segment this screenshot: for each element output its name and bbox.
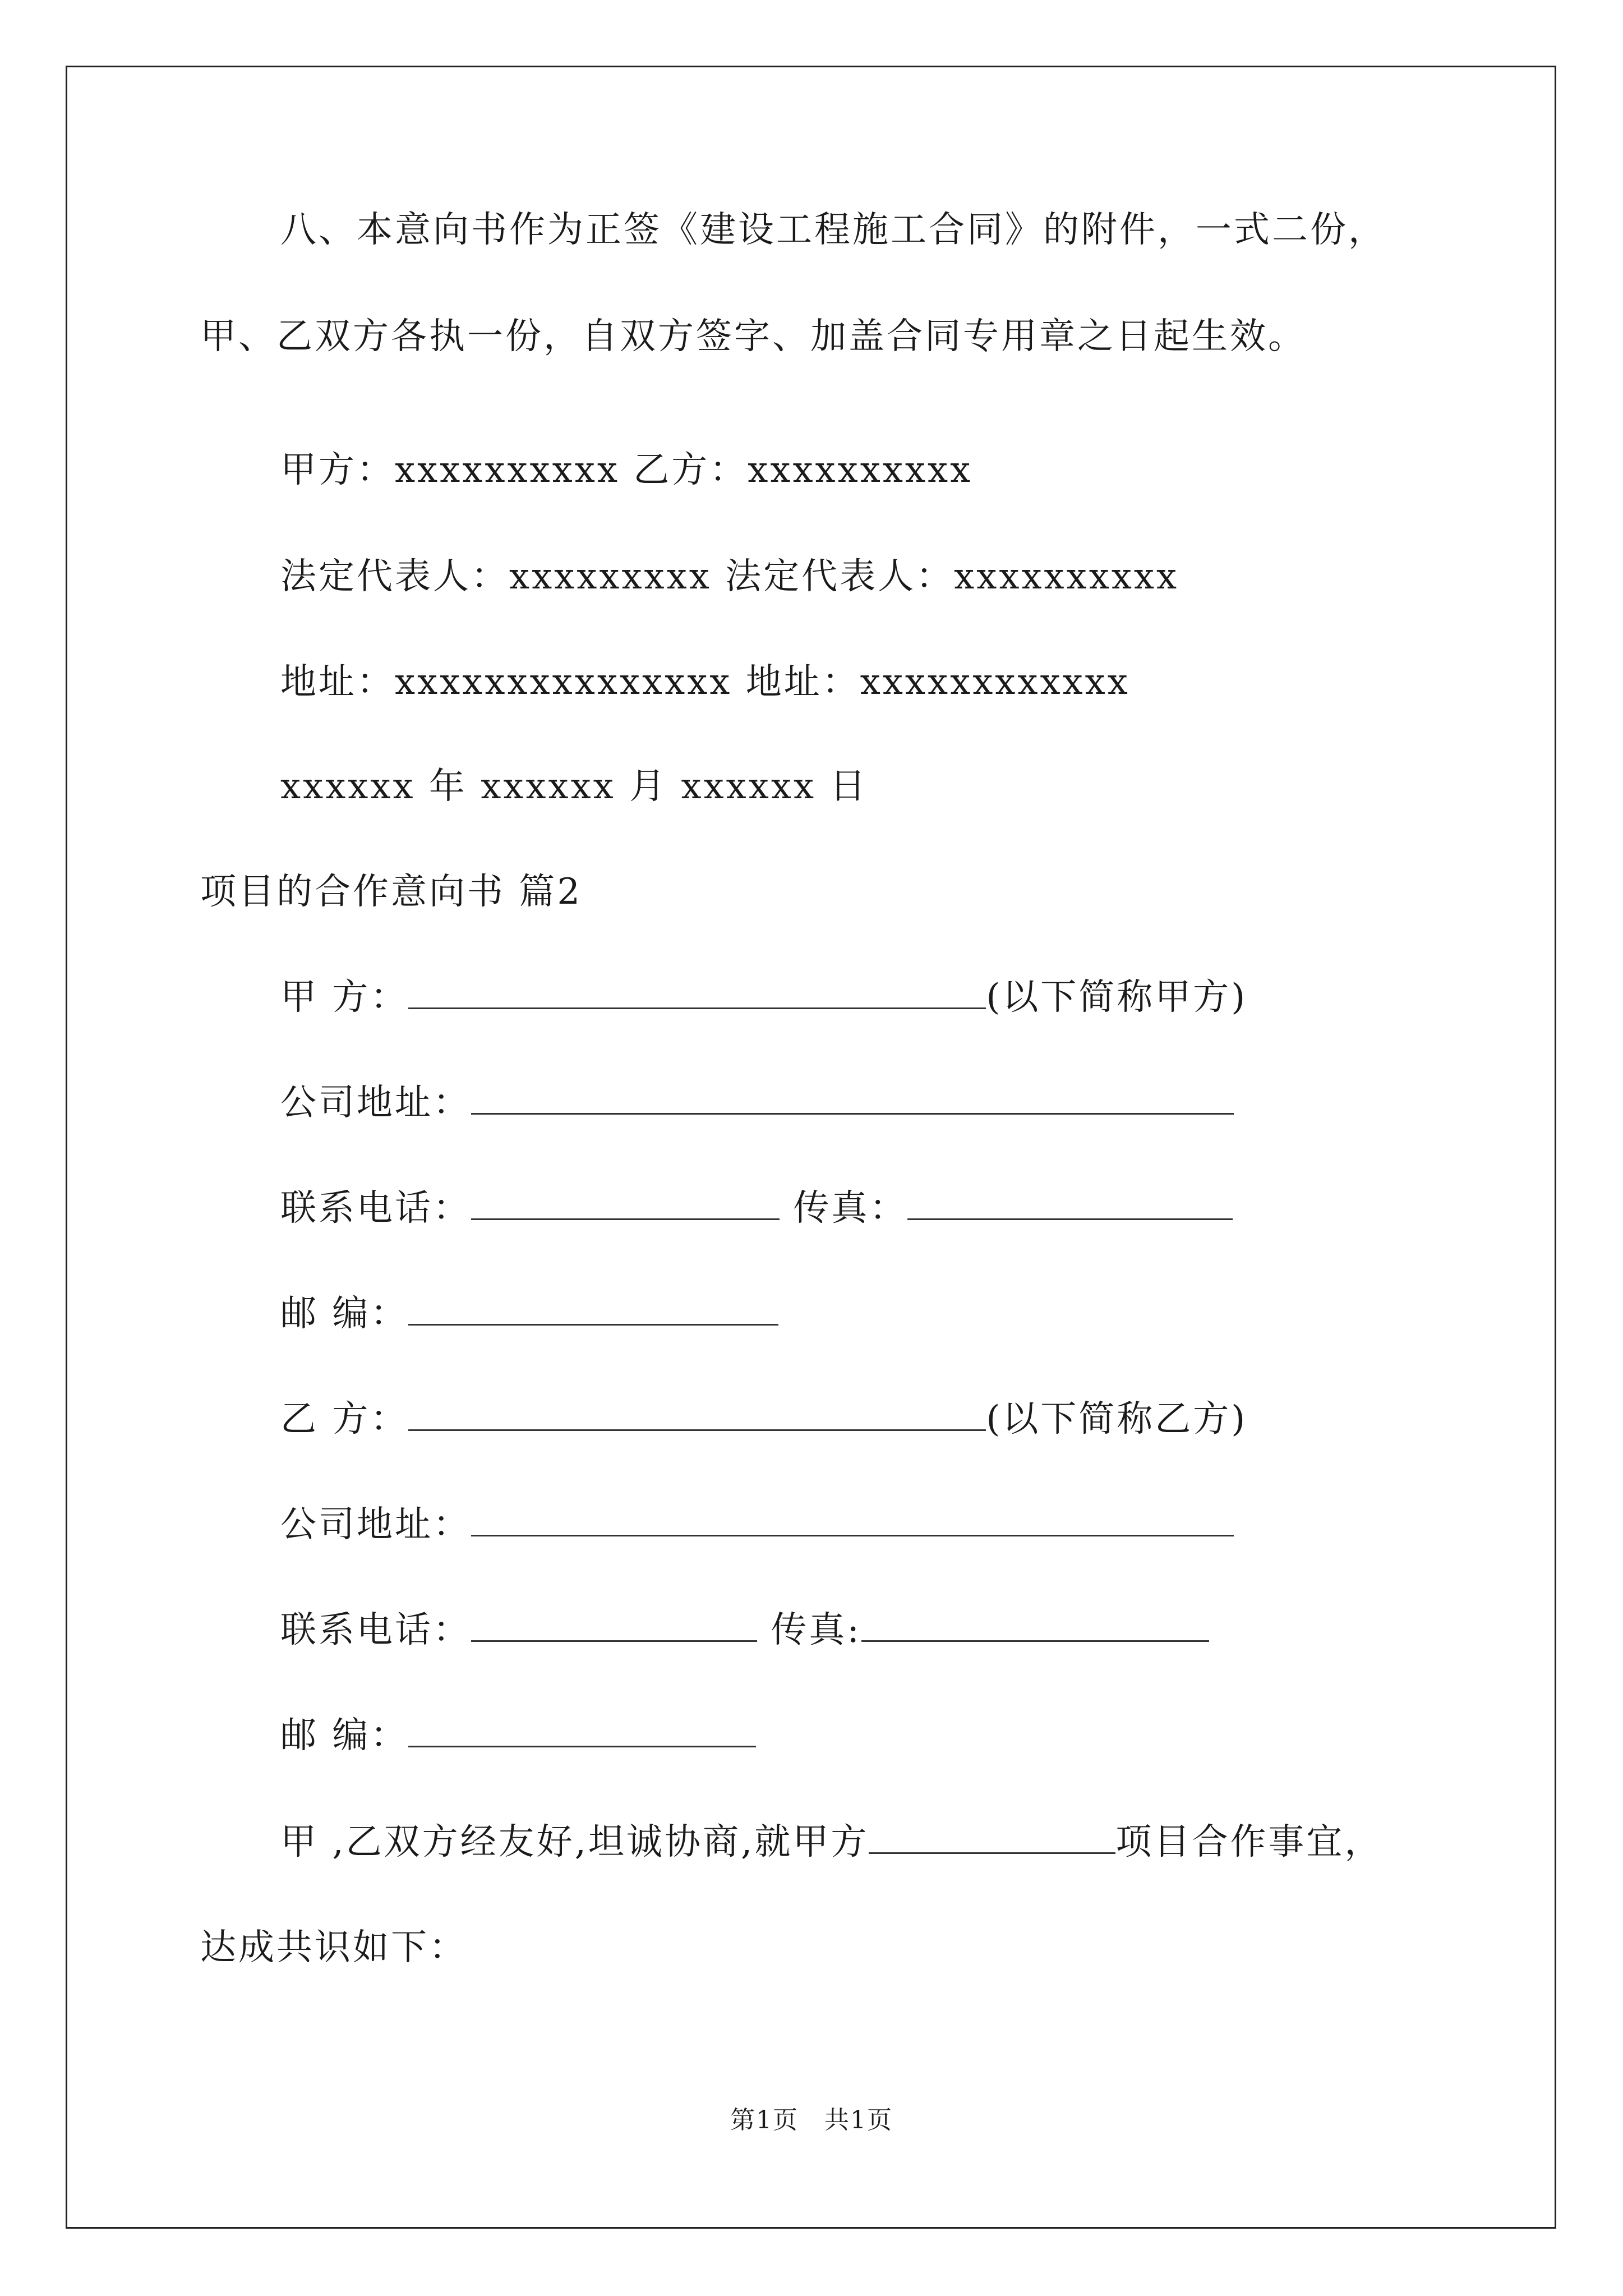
party-b-postcode-blank (408, 1714, 756, 1747)
signature-representatives: 法定代表人：xxxxxxxxx 法定代表人：xxxxxxxxxx (280, 556, 1179, 597)
signature-addresses: 地址：xxxxxxxxxxxxxxx 地址：xxxxxxxxxxxx (280, 661, 1130, 703)
party-a-suffix: (以下简称甲方) (986, 977, 1248, 1018)
party-a-postcode-label: 邮 编： (280, 1293, 409, 1335)
clause-8-line-1: 八、本意向书作为正签《建设工程施工合同》的附件，一式二份， (280, 209, 1386, 251)
party-a-address-blank (471, 1082, 1234, 1115)
project-name-blank (869, 1821, 1115, 1854)
party-b-suffix: (以下简称乙方) (986, 1398, 1248, 1440)
party-a-phone-label: 联系电话： (280, 1188, 471, 1229)
party-a-contact-row (280, 1186, 1233, 1231)
signature-parties: 甲方：xxxxxxxxxx 乙方：xxxxxxxxxx (280, 449, 973, 491)
party-b-phone-label: 联系电话： (280, 1609, 471, 1651)
page-footer: 第1页 共1页 (730, 2106, 893, 2134)
signature-date: xxxxxx 年 xxxxxx 月 xxxxxx 日 (280, 766, 868, 807)
party-a-name-blank (408, 976, 986, 1009)
intro-text-part-2: 项目合作事宜， (1115, 1821, 1383, 1863)
party-a-postcode-blank (408, 1292, 778, 1326)
party-b-row (280, 1397, 1247, 1442)
party-a-label: 甲 方： (280, 977, 409, 1018)
party-a-row (280, 975, 1247, 1020)
party-b-fax-label: 传真: (771, 1609, 861, 1651)
intro-line-2: 达成共识如下： (200, 1927, 467, 1968)
party-b-name-blank (408, 1398, 986, 1431)
intro-line-1 (280, 1820, 1382, 1865)
party-b-postcode-label: 邮 编： (280, 1715, 409, 1756)
intro-text-part-1: 甲 ,乙双方经友好,坦诚协商,就甲方 (280, 1821, 869, 1863)
party-a-fax-label: 传真： (793, 1188, 908, 1229)
party-b-label: 乙 方： (280, 1398, 409, 1440)
party-a-phone-blank (471, 1187, 780, 1220)
clause-8-line-2: 甲、乙双方各执一份，自双方签字、加盖合同专用章之日起生效。 (200, 316, 1306, 357)
party-b-address-blank (471, 1503, 1234, 1536)
party-b-contact-row (280, 1608, 1209, 1653)
party-b-address-label: 公司地址： (280, 1504, 471, 1545)
party-a-fax-blank (907, 1187, 1233, 1220)
party-b-fax-blank (861, 1609, 1209, 1642)
party-b-phone-blank (471, 1609, 757, 1642)
party-a-postcode-row (280, 1291, 778, 1336)
party-a-address-label: 公司地址： (280, 1082, 471, 1124)
section-title: 项目的合作意向书 篇2 (200, 871, 583, 913)
party-b-address-row (280, 1502, 1234, 1547)
party-a-address-row (280, 1080, 1234, 1125)
party-b-postcode-row (280, 1713, 756, 1758)
page-border (66, 66, 1556, 2229)
